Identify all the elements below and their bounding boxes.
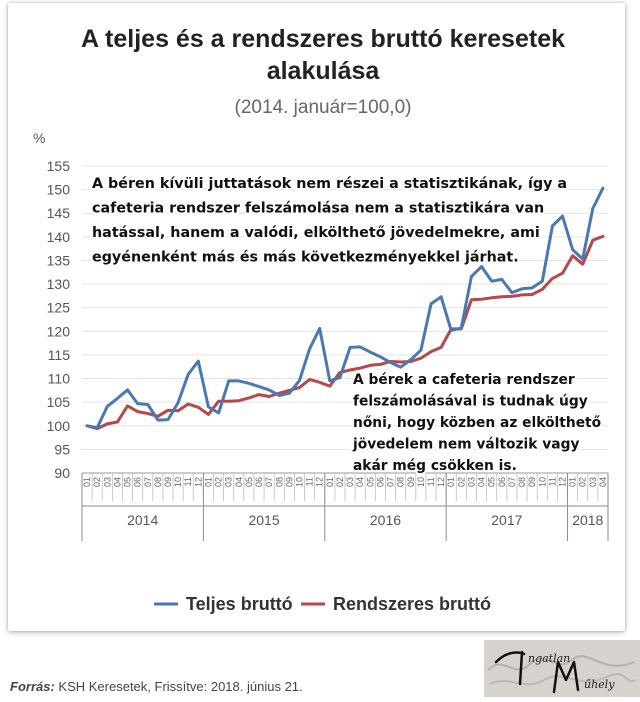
legend-label: Rendszeres bruttó (333, 594, 492, 614)
source-label: Forrás: (10, 679, 55, 694)
x-tick-label: 09 (162, 477, 173, 488)
legend (154, 594, 491, 614)
year-label: 2016 (369, 512, 402, 528)
x-tick-label: 10 (415, 477, 426, 488)
year-label: 2014 (127, 512, 159, 528)
y-tick-label: 140 (46, 228, 70, 245)
source-note (10, 679, 303, 694)
y-tick-label: 130 (46, 276, 70, 293)
x-tick-label: 03 (587, 477, 598, 488)
x-tick-label: 01 (324, 477, 335, 488)
x-tick-label: 08 (152, 477, 163, 488)
x-tick-label: 10 (537, 477, 548, 488)
source-text: KSH Keresetek, Frissítve: 2018. június 21. (54, 679, 303, 694)
x-tick-label: 02 (92, 477, 103, 488)
svg-text:űhely: űhely (584, 678, 615, 691)
x-tick-label: 11 (425, 477, 436, 487)
x-tick-label: 06 (375, 477, 386, 488)
annotation-2-line: jövedelem nem változik vagy (353, 436, 580, 453)
year-label: 2015 (248, 512, 280, 528)
x-tick-label: 04 (597, 477, 608, 488)
x-tick-label: 06 (254, 477, 265, 488)
y-tick-label: 125 (46, 299, 70, 316)
y-tick-label: 105 (46, 394, 70, 411)
x-tick-label: 04 (355, 477, 366, 488)
x-tick-label: 05 (243, 477, 254, 488)
ingatlan-muhely-logo (484, 640, 640, 697)
x-tick-label: 06 (496, 477, 507, 488)
annotation-2-line: A bérek a cafeteria rendszer (353, 372, 575, 388)
x-tick-label: 02 (456, 477, 467, 488)
annotation-1-line: egyénenként más és más következményekkel járhat. (92, 249, 519, 266)
y-axis-ticks (47, 158, 71, 481)
annotation-1-line: hatással, hanem a valódi, elkölthető jövedelmekre, ami (92, 225, 540, 241)
x-tick-label: 11 (304, 477, 315, 487)
annotation-2-line: nőni, hogy közben az elkölthető (353, 415, 602, 431)
x-tick-label: 11 (547, 477, 558, 487)
x-tick-label: 07 (385, 477, 396, 488)
x-tick-label: 03 (102, 477, 113, 488)
x-tick-label: 08 (395, 477, 406, 488)
x-tick-label: 05 (486, 477, 497, 488)
x-tick-label: 09 (527, 477, 538, 488)
chart-subtitle: (2014. január=100,0) (234, 97, 412, 118)
y-tick-label: 135 (46, 252, 70, 269)
x-tick-label: 12 (193, 477, 204, 488)
x-tick-label: 12 (436, 477, 447, 488)
x-tick-label: 05 (365, 477, 376, 488)
chart (8, 3, 625, 631)
x-tick-label: 05 (122, 477, 133, 488)
x-tick-label: 03 (223, 477, 234, 488)
annotation-2-line: akár még csökken is. (353, 458, 517, 474)
annotation-1-line: cafeteria rendszer felszámolása nem a statisztikára van (92, 200, 545, 217)
x-tick-label: 02 (213, 477, 224, 488)
x-tick-label: 01 (446, 477, 457, 488)
x-tick-label: 02 (334, 477, 345, 488)
y-axis-label: % (33, 130, 46, 146)
x-tick-label: 02 (577, 477, 588, 488)
x-tick-label: 03 (466, 477, 477, 488)
x-tick-label: 01 (567, 477, 578, 488)
svg-text:ngatlan: ngatlan (528, 652, 571, 665)
chart-title-line-1: A teljes és a rendszeres bruttó keresetek (80, 25, 566, 53)
y-tick-label: 90 (54, 465, 70, 481)
x-tick-label: 09 (284, 477, 295, 488)
x-tick-label: 04 (476, 477, 487, 488)
annotations (92, 176, 601, 474)
chart-title-line-2: alakulása (266, 57, 380, 85)
y-tick-label: 155 (46, 158, 70, 174)
x-tick-label: 03 (345, 477, 356, 488)
x-tick-label: 08 (274, 477, 285, 488)
y-tick-label: 110 (47, 370, 70, 387)
x-tick-label: 06 (132, 477, 143, 488)
x-tick-label: 10 (294, 477, 305, 488)
x-tick-label: 11 (183, 477, 194, 487)
x-tick-label: 12 (557, 477, 568, 488)
x-tick-label: 07 (142, 477, 153, 488)
x-tick-label: 07 (506, 477, 517, 488)
y-tick-label: 150 (46, 181, 70, 198)
x-tick-label: 08 (517, 477, 528, 488)
x-tick-label: 07 (264, 477, 275, 488)
year-label: 2017 (491, 512, 523, 528)
x-tick-label: 01 (203, 477, 214, 488)
annotation-2-line: felszámolásával is tudnak úgy (353, 393, 588, 410)
legend-label: Teljes bruttó (186, 594, 293, 614)
x-tick-label: 04 (233, 477, 244, 488)
y-tick-label: 95 (54, 441, 70, 458)
chart-card (8, 3, 625, 631)
x-tick-label: 10 (173, 477, 184, 488)
y-tick-label: 115 (47, 346, 70, 363)
x-tick-label: 09 (405, 477, 416, 488)
x-axis (82, 473, 608, 541)
year-label: 2018 (572, 512, 604, 528)
x-tick-label: 12 (314, 477, 325, 488)
y-tick-label: 100 (46, 417, 70, 434)
y-tick-label: 120 (46, 323, 70, 340)
x-tick-label: 01 (82, 477, 93, 488)
y-tick-label: 145 (46, 205, 70, 222)
annotation-1-line: A béren kívüli juttatások nem részei a statisztikának, így a (92, 176, 568, 192)
x-tick-label: 04 (112, 477, 123, 488)
